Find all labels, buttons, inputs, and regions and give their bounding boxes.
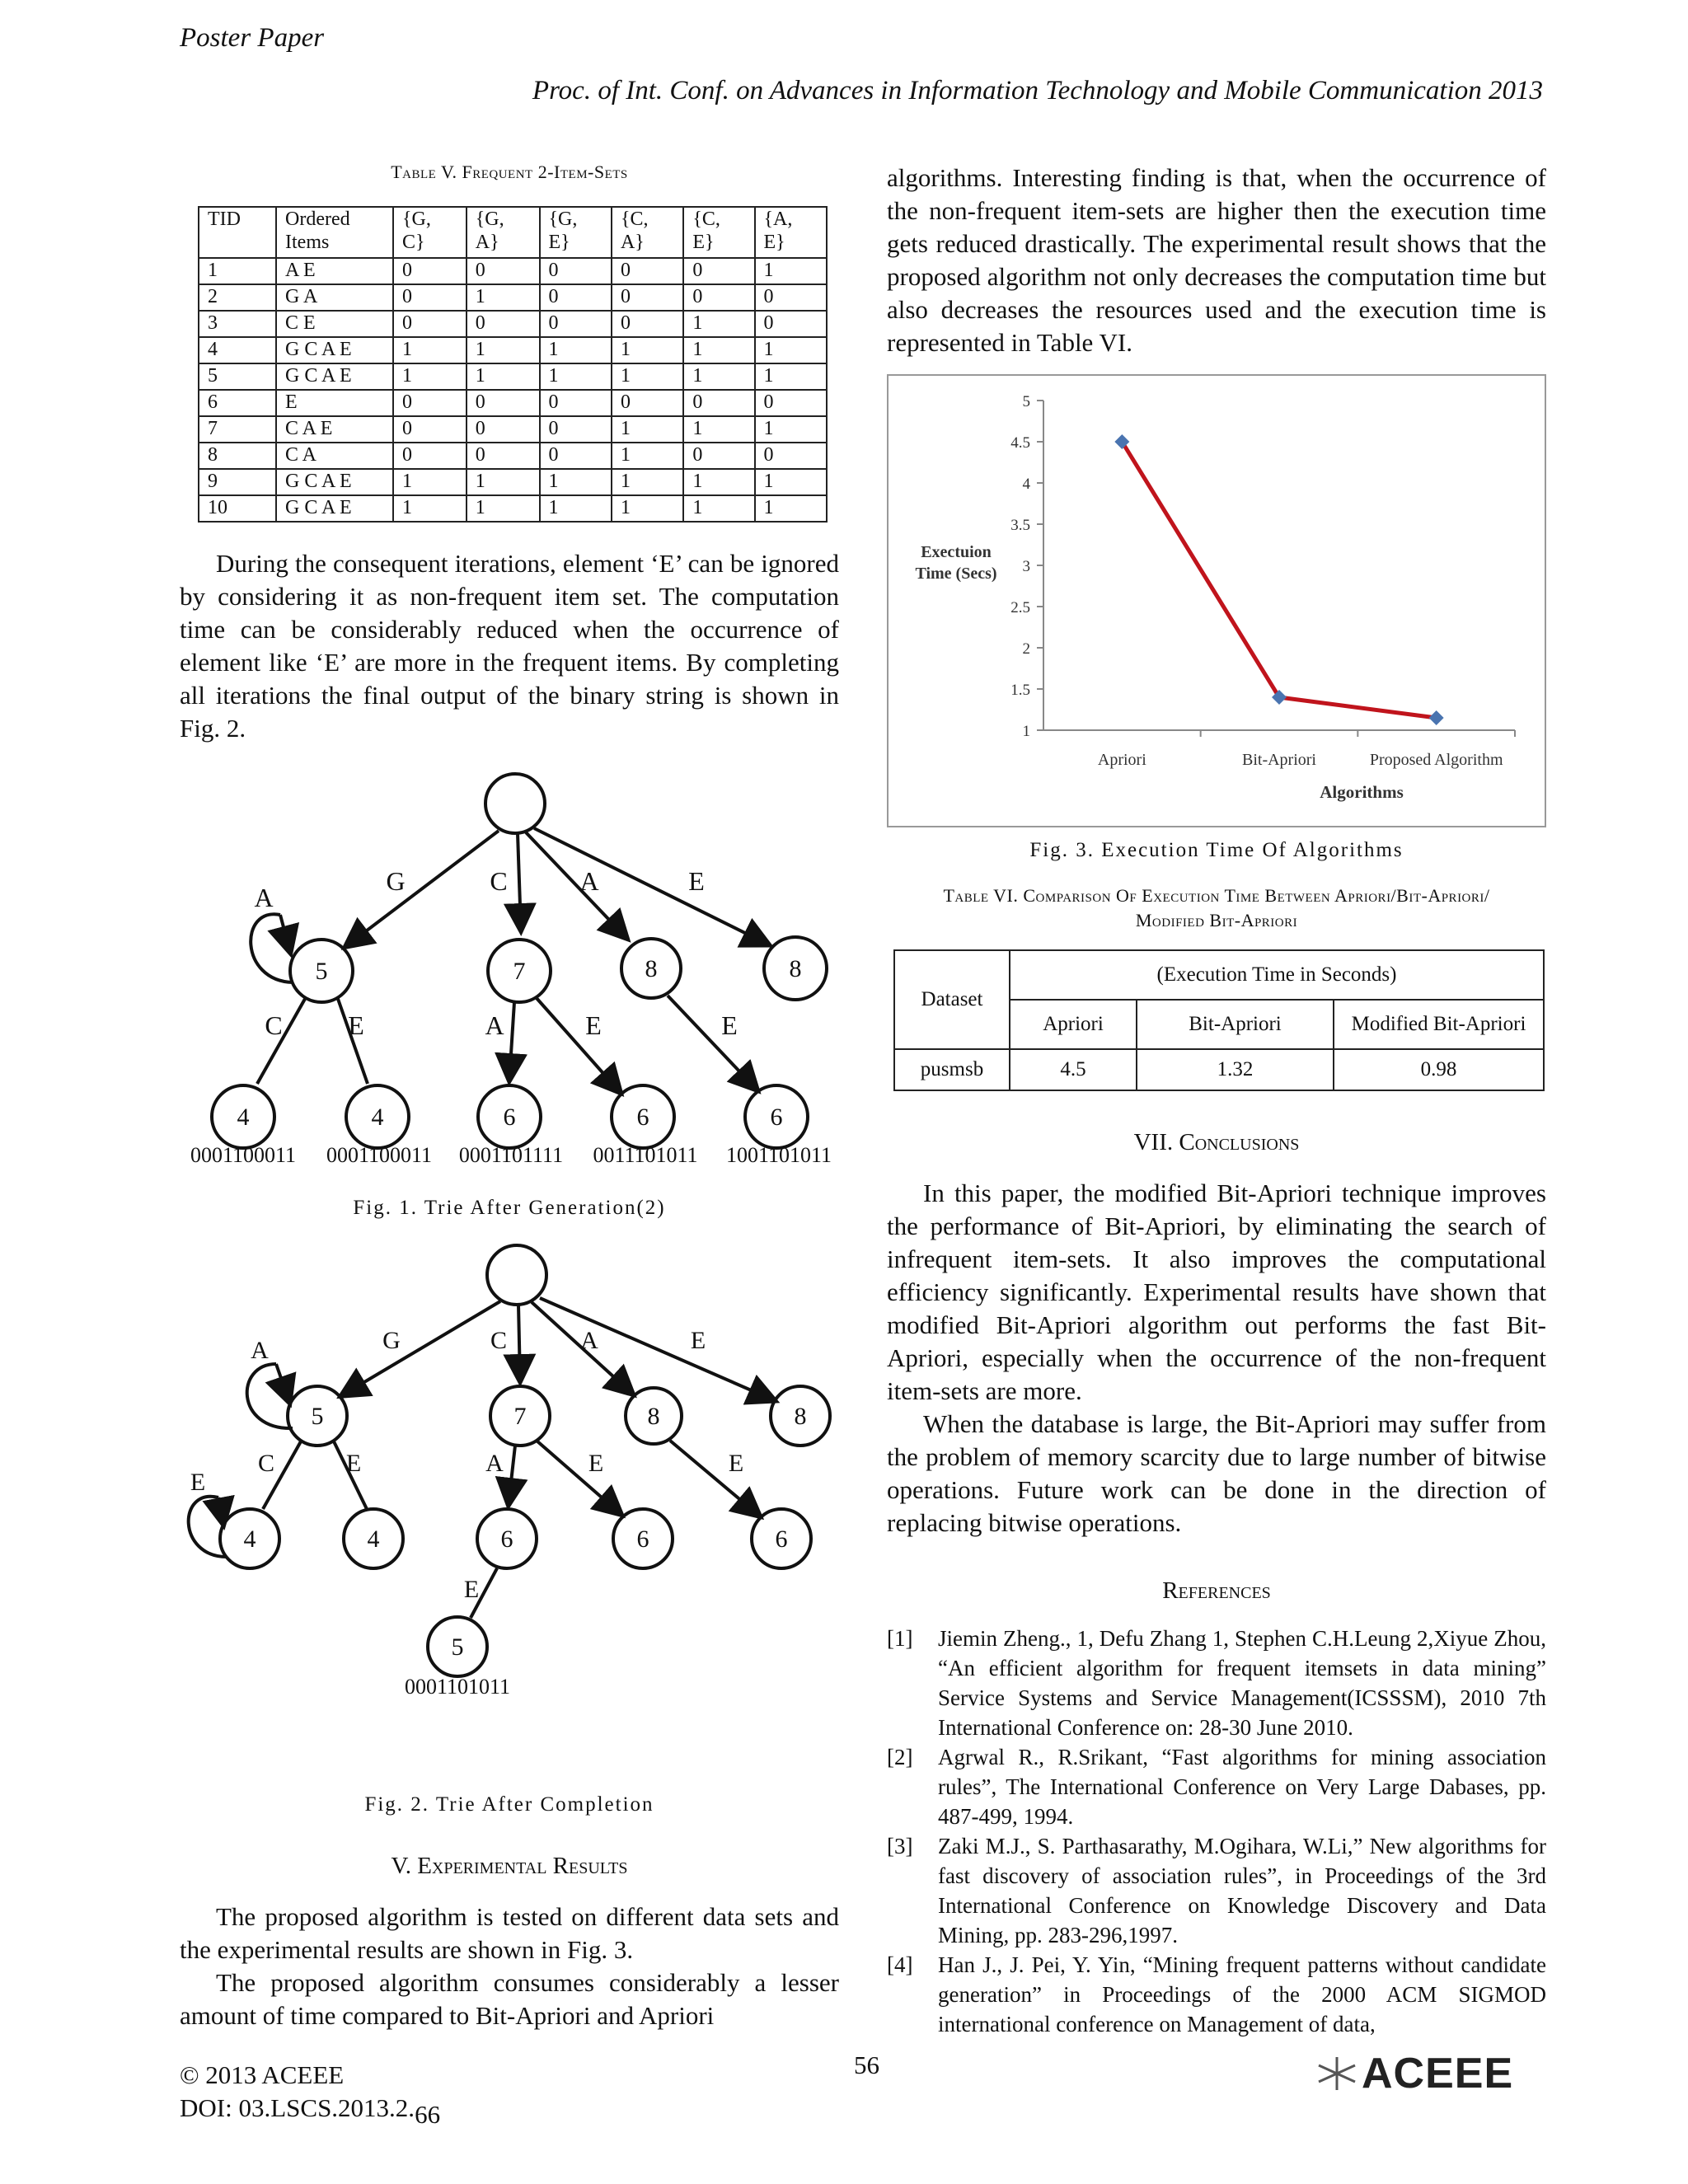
table5-cell: 1 — [683, 311, 754, 337]
references-heading: References — [1162, 1577, 1271, 1604]
fig2-edge-label: G — [382, 1327, 401, 1354]
fig2-edge-label: E — [190, 1469, 206, 1496]
table5-cell: 0 — [467, 416, 540, 443]
fig1-edge-label: A — [485, 1010, 504, 1040]
table5-cell: 0 — [755, 311, 827, 337]
fig1-edge-label: E — [348, 1010, 364, 1040]
fig2-node: 6 — [775, 1526, 788, 1553]
table5-cell: 1 — [393, 495, 467, 522]
fig2-node: 4 — [243, 1526, 256, 1553]
table5-cell: 3 — [199, 311, 276, 337]
table5-cell: 1 — [393, 337, 467, 363]
table6-group-header: (Execution Time in Seconds) — [1010, 950, 1544, 1000]
table5-header-cell: {G, A} — [467, 207, 540, 258]
table6-cell: 1.32 — [1137, 1049, 1334, 1090]
y-axis-label: Time (Secs) — [915, 565, 997, 583]
table5-cell: 0 — [540, 390, 612, 416]
table5-cell: E — [276, 390, 393, 416]
table6-cell: pusmsb — [894, 1049, 1010, 1090]
table5-cell: 1 — [755, 469, 827, 495]
table5-cell: 1 — [540, 337, 612, 363]
footer-doi-text: DOI: 03.LSCS.2013.2. — [180, 2093, 415, 2122]
figure-3-caption: Fig. 3. Execution Time Of Algorithms — [1029, 839, 1404, 861]
running-header-left: Poster Paper — [180, 23, 325, 53]
table5-cell: 1 — [612, 495, 683, 522]
table5-cell: 1 — [612, 337, 683, 363]
table5-row — [199, 337, 827, 363]
table5-cell: 4 — [199, 337, 276, 363]
fig1-edge-label: C — [265, 1010, 283, 1040]
table5-cell: 1 — [467, 363, 540, 390]
table5-cell: 0 — [393, 258, 467, 284]
table5-cell: 1 — [393, 469, 467, 495]
fig1-edge-label: E — [688, 866, 705, 896]
footer-copyright: © 2013 ACEEE — [180, 2060, 345, 2089]
y-tick-label: 2 — [1022, 640, 1030, 658]
fig2-edge-label: E — [728, 1450, 744, 1477]
section-7-paragraph-1: In this paper, the modified Bit-Apriori technique improves the performance of Bit-Apriori, by eliminating the search of infrequent item-sets. It also improves the computational efficiency significantly. Experimental results have shown that modified Bit-Apriori algorithm out performs the fast Bit-Apriori, especially when the occurrence of the non-frequent item-sets are more. — [887, 1179, 1546, 1405]
table5-cell: 1 — [612, 416, 683, 443]
fig2-node: 8 — [647, 1403, 660, 1430]
table5-cell: 0 — [612, 390, 683, 416]
table5-cell: 0 — [393, 443, 467, 469]
aceee-logo — [1312, 2049, 1513, 2098]
table5-cell: G A — [276, 284, 393, 311]
table5-cell: 1 — [755, 416, 827, 443]
table5-cell: 6 — [199, 390, 276, 416]
reference-text: Han J., J. Pei, Y. Yin, “Mining frequent patterns without candidate generation” in Proceedings of the 2000 ACM SIGMOD international conference on Management of data, — [938, 1952, 1546, 2036]
fig2-bitstring: 0001101011 — [404, 1675, 511, 1699]
table5-cell: 0 — [540, 258, 612, 284]
table5-cell: 1 — [467, 284, 540, 311]
x-tick-label: Proposed Algorithm — [1369, 751, 1503, 769]
fig1-bitstring: 0011101011 — [593, 1143, 698, 1167]
table5-cell: 0 — [683, 258, 754, 284]
section-5-body — [180, 1900, 839, 2032]
table5-cell: 1 — [612, 469, 683, 495]
table5-cell: 0 — [755, 443, 827, 469]
table6-caption-line1: Table VI. Comparison Of Execution Time Between Apriori/Bit-Apriori/ — [943, 885, 1490, 906]
table5-cell: 1 — [467, 337, 540, 363]
reference-item — [887, 1742, 1546, 1831]
logo-wordmark: ACEEE — [1362, 2050, 1514, 2097]
table5-cell: C A E — [276, 416, 393, 443]
table6-caption — [887, 883, 1546, 933]
table5-cell: G C A E — [276, 337, 393, 363]
figure-1-caption: Fig. 1. Trie After Generation(2) — [353, 1197, 666, 1219]
section-5-heading: V. Experimental Results — [391, 1853, 628, 1879]
fig1-node: 6 — [770, 1104, 783, 1131]
table5-cell: 1 — [683, 416, 754, 443]
fig1-edge-label: E — [585, 1010, 602, 1040]
section-7-body — [887, 1177, 1546, 1540]
reference-number: [4] — [887, 1952, 913, 1977]
right-paragraph — [887, 162, 1546, 359]
fig1-edge-label: A — [579, 866, 599, 896]
table5-cell: 1 — [755, 363, 827, 390]
fig2-edge-label: E — [690, 1327, 706, 1354]
fig2-node: 7 — [513, 1403, 527, 1430]
reference-number: [2] — [887, 1745, 913, 1769]
table5-cell: 1 — [540, 469, 612, 495]
table5-header-cell: TID — [199, 207, 276, 258]
fig1-edge-label: E — [721, 1010, 738, 1040]
table5-cell: 1 — [683, 495, 754, 522]
y-tick-label: 3.5 — [1010, 517, 1030, 534]
reference-text: Zaki M.J., S. Parthasarathy, M.Ogihara, W.Li,” New algorithms for fast discovery of association rules”, in Proceedings of the 3rd International Conference on Knowledge Discovery and Data Mining, pp. 283-296,1997. — [938, 1834, 1546, 1947]
fig1-bitstring: 0001100011 — [326, 1143, 433, 1167]
data-point — [1429, 710, 1444, 725]
table5-row — [199, 469, 827, 495]
x-tick-label: Apriori — [1097, 751, 1146, 769]
figure-1-trie — [181, 766, 841, 1170]
fig1-node: 4 — [237, 1104, 250, 1131]
table5-cell: 0 — [393, 390, 467, 416]
table5-cell: 0 — [393, 284, 467, 311]
table5-row — [199, 258, 827, 284]
fig2-node: 5 — [451, 1633, 464, 1661]
table5-cell: 0 — [755, 284, 827, 311]
table5-cell: 0 — [467, 443, 540, 469]
y-tick-label: 4.5 — [1010, 434, 1030, 452]
section-7-paragraph-2: When the database is large, the Bit-Apriori may suffer from the problem of memory scarcity due to large number of bitwise operations. Future work can be done in the direction of replacing bitwise operations. — [887, 1409, 1546, 1537]
figure-2-trie — [177, 1240, 845, 1702]
x-tick-label: Bit-Apriori — [1242, 751, 1316, 769]
y-tick-label: 2.5 — [1010, 599, 1030, 616]
y-tick-label: 1 — [1022, 723, 1030, 740]
fig1-node: 8 — [645, 955, 658, 982]
table5-header-cell: {C, E} — [683, 207, 754, 258]
references-list — [887, 1624, 1546, 2039]
table5-cell: 1 — [199, 258, 276, 284]
fig2-edge-label: C — [490, 1327, 508, 1354]
table5-cell: 5 — [199, 363, 276, 390]
table5-cell: G C A E — [276, 495, 393, 522]
table5-cell: 0 — [540, 284, 612, 311]
reference-text: Jiemin Zheng., 1, Defu Zhang 1, Stephen C.H.Leung 2,Xiyue Zhou, “An efficient algorithm for frequent itemsets in data mining” Service Systems and Service Management(ICSSSM), 2010 7th International Conference on: 28-30 June 2010. — [938, 1626, 1546, 1740]
table5-cell: 1 — [612, 363, 683, 390]
footer-doi — [180, 2093, 441, 2129]
reference-item — [887, 1624, 1546, 1742]
table6-dataset-header: Dataset — [894, 950, 1010, 1049]
table5-cell: 7 — [199, 416, 276, 443]
table5-cell: 1 — [540, 363, 612, 390]
section-5-paragraph-2: The proposed algorithm consumes considerably a lesser amount of time compared to Bit-Apriori and Apriori — [180, 1968, 839, 2030]
reference-item — [887, 1831, 1546, 1950]
fig1-edge-label: C — [490, 866, 508, 896]
fig1-node: 7 — [513, 958, 526, 985]
table5-cell: 10 — [199, 495, 276, 522]
table5-cell: 1 — [755, 337, 827, 363]
table5-cell: C E — [276, 311, 393, 337]
x-axis-label: Algorithms — [1320, 782, 1404, 802]
table5-cell: 0 — [393, 311, 467, 337]
fig1-node: 5 — [315, 958, 328, 985]
table5-header-cell: {G, E} — [540, 207, 612, 258]
table5-row — [199, 416, 827, 443]
section-7-heading: VII. Conclusions — [1133, 1129, 1300, 1155]
reference-number: [1] — [887, 1626, 913, 1651]
table5-cell: 0 — [540, 311, 612, 337]
table5-cell: 1 — [683, 337, 754, 363]
y-tick-label: 4 — [1022, 476, 1030, 493]
fig1-bitstring: 1001101011 — [725, 1143, 832, 1167]
table5-cell: G C A E — [276, 469, 393, 495]
table5-cell: 0 — [467, 311, 540, 337]
y-tick-label: 1.5 — [1010, 682, 1030, 699]
figure-3-chart-frame — [887, 374, 1546, 827]
page-number: 56 — [854, 2050, 879, 2079]
running-header-right: Proc. of Int. Conf. on Advances in Information Technology and Mobile Communication 2013 — [532, 76, 1543, 105]
footer-doi-suffix: 66 — [415, 2100, 441, 2129]
section-5-paragraph-1: The proposed algorithm is tested on different data sets and the experimental results are shown in Fig. 3. — [180, 1902, 839, 1964]
table5-header-cell: {G, C} — [393, 207, 467, 258]
table5-cell: 0 — [540, 443, 612, 469]
y-tick-label: 5 — [1022, 393, 1030, 410]
table6-cell: 0.98 — [1334, 1049, 1544, 1090]
y-tick-label: 3 — [1022, 558, 1030, 575]
table5-cell: 0 — [612, 258, 683, 284]
fig2-node: 4 — [367, 1526, 380, 1553]
fig2-edge-label: E — [345, 1450, 362, 1477]
table6-col-header: Modified Bit-Apriori — [1334, 1000, 1544, 1049]
y-axis-label: Exectuion — [921, 543, 992, 561]
table5-cell: 0 — [612, 311, 683, 337]
table5-cell: 0 — [612, 284, 683, 311]
table5-cell: 9 — [199, 469, 276, 495]
fig2-edge-label: C — [257, 1450, 275, 1477]
fig2-edge-label: E — [463, 1576, 480, 1603]
table5-row — [199, 495, 827, 522]
table5-header-cell: Ordered Items — [276, 207, 393, 258]
execution-time-chart — [889, 376, 1545, 826]
table5-row — [199, 363, 827, 390]
fig2-node: 8 — [794, 1403, 807, 1430]
fig1-edge-label: G — [386, 866, 406, 896]
table5-row — [199, 390, 827, 416]
fig2-edge-label: A — [580, 1327, 598, 1354]
fig1-node: 6 — [636, 1104, 649, 1131]
table5-cell: 0 — [755, 390, 827, 416]
table5-cell: C A — [276, 443, 393, 469]
table5-cell: 0 — [683, 390, 754, 416]
reference-text: Agrwal R., R.Srikant, “Fast algorithms for mining association rules”, The International Conference on Very Large Dabases, pp. 487-499, 1994. — [938, 1745, 1546, 1829]
table5-cell: 1 — [683, 363, 754, 390]
table5-cell: 1 — [540, 495, 612, 522]
reference-item — [887, 1950, 1546, 2039]
reference-number: [3] — [887, 1834, 913, 1858]
table6-cell: 4.5 — [1010, 1049, 1137, 1090]
table5-cell: 1 — [755, 258, 827, 284]
table5-cell: 0 — [683, 284, 754, 311]
table5-cell: 8 — [199, 443, 276, 469]
table5-cell: 0 — [683, 443, 754, 469]
fig2-edge-label: A — [251, 1337, 269, 1364]
table5-cell: 1 — [755, 495, 827, 522]
table6-col-header: Bit-Apriori — [1137, 1000, 1334, 1049]
table5-cell: G C A E — [276, 363, 393, 390]
table6-caption-line2: Modified Bit-Apriori — [1135, 910, 1298, 930]
table5-cell: 1 — [612, 443, 683, 469]
table5-caption: Table V. Frequent 2-Item-Sets — [391, 162, 628, 182]
table5-cell: 1 — [467, 495, 540, 522]
table5-row — [199, 311, 827, 337]
table5-cell: 0 — [467, 258, 540, 284]
fig1-node: 6 — [503, 1104, 516, 1131]
table5-row — [199, 443, 827, 469]
fig2-edge-label: E — [588, 1450, 604, 1477]
table6-col-header: Apriori — [1010, 1000, 1137, 1049]
table5-cell: 2 — [199, 284, 276, 311]
fig2-node: 5 — [311, 1403, 324, 1430]
table5-cell: 1 — [393, 363, 467, 390]
paragraph-interesting-finding: algorithms. Interesting finding is that, when the occurrence of the non-frequent item-sets are higher then the execution time gets reduced drastically. The experimental result shows that the proposed algorithm not only decreases the computation time but also decreases the resources used and the execution time is represented in Table VI. — [887, 163, 1546, 357]
table5-cell: 1 — [683, 469, 754, 495]
fig1-edge-label: A — [254, 883, 274, 912]
table6 — [893, 949, 1545, 1091]
table5-cell: 0 — [467, 390, 540, 416]
fig2-node: 6 — [636, 1526, 649, 1553]
paragraph-frequent-items: During the consequent iterations, element ‘E’ can be ignored by considering it as non-frequent item set. The computation time can be considerably reduced when the occurrence of element like ‘E’ are more in the frequent items. By completing all iterations the final output of the binary string is shown in Fig. 2. — [180, 549, 839, 743]
fig2-node: 6 — [500, 1526, 513, 1553]
fig1-bitstring: 0001100011 — [190, 1143, 297, 1167]
table5-cell: 0 — [393, 416, 467, 443]
star-logo-icon — [1312, 2053, 1362, 2094]
table5-cell: 0 — [540, 416, 612, 443]
left-paragraph — [180, 547, 839, 745]
table5-header-cell: {C, A} — [612, 207, 683, 258]
series-line — [1122, 442, 1436, 718]
table5-row — [199, 284, 827, 311]
table5-cell: 1 — [467, 469, 540, 495]
table5 — [198, 206, 828, 523]
fig1-node: 8 — [789, 955, 802, 982]
fig1-bitstring: 0001101111 — [458, 1143, 564, 1167]
fig2-edge-label: A — [485, 1450, 504, 1477]
table5-header-cell: {A, E} — [755, 207, 827, 258]
table5-cell: A E — [276, 258, 393, 284]
fig1-node: 4 — [371, 1104, 384, 1131]
root-node — [485, 774, 545, 833]
figure-2-caption: Fig. 2. Trie After Completion — [364, 1793, 654, 1816]
